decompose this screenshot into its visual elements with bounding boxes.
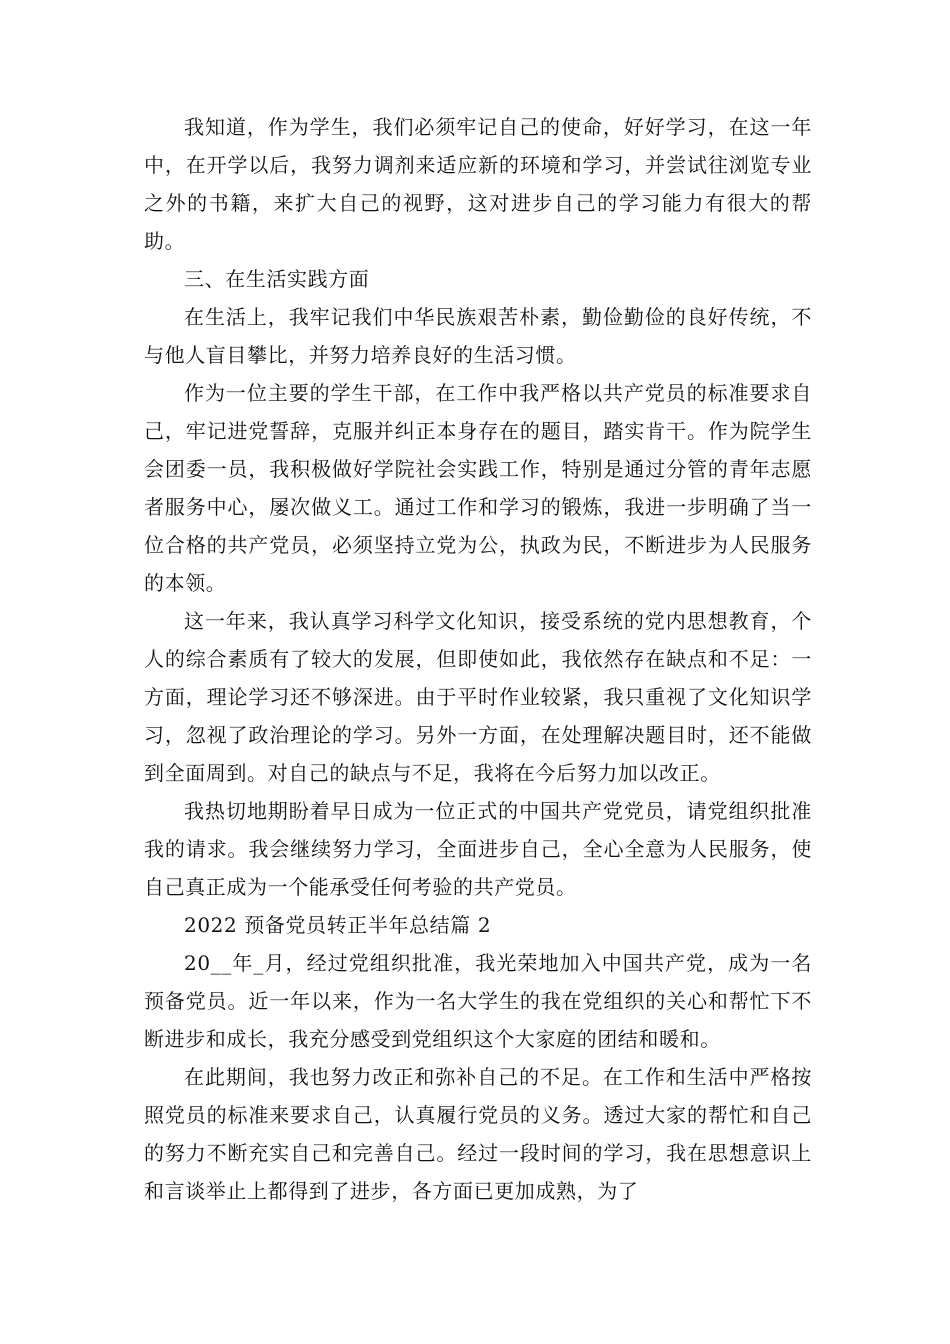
paragraph-joined-party: 20__年_月，经过党组织批准，我光荣地加入中国共产党，成为一名预备党员。近一年以来，作为一名大学生的我在党组织的关心和帮忙下不断进步和成长，我充分感受到党组织这个大家庭的团结和暖和。 <box>144 951 812 1051</box>
paragraph-life: 在生活上，我牢记我们中华民族艰苦朴素，勤俭勤俭的良好传统，不与他人盲目攀比，并努力培养良好的生活习惯。 <box>144 305 812 367</box>
paragraph-study: 我知道，作为学生，我们必须牢记自己的使命，好好学习，在这一年中，在开学以后，我努力调剂来适应新的环境和学习，并尝试往浏览专业之外的书籍，来扩大自己的视野，这对进步自己的学习能力有很大的帮助。 <box>144 115 812 253</box>
article-title-part-2: 2022 预备党员转正半年总结篇 2 <box>184 913 492 937</box>
paragraph-request: 我热切地期盼着早日成为一位正式的中国共产党党员，请党组织批准我的请求。我会继续努力学习，全面进步自己，全心全意为人民服务，使自己真正成为一个能承受任何考验的共产党员。 <box>144 799 812 899</box>
document-body <box>144 108 812 1210</box>
paragraph-student-cadre: 作为一位主要的学生干部，在工作中我严格以共产党员的标准要求自己，牢记进党誓辞，克服并纠正本身存在的题目，踏实肯干。作为院学生会团委一员，我积极做好学院社会实践工作，特别是通过分管的青年志愿者服务中心，屡次做义工。通过工作和学习的锻炼，我进一步明确了当一位合格的共产党员，必须坚持立党为公，执政为民，不断进步为人民服务的本领。 <box>144 381 812 595</box>
paragraph-shortcomings: 这一年来，我认真学习科学文化知识，接受系统的党内思想教育，个人的综合素质有了较大的发展，但即使如此，我依然存在缺点和不足：一方面，理论学习还不够深进。由于平时作业较紧，我只重视了文化知识学习，忽视了政治理论的学习。另外一方面，在处理解决题目时，还不能做到全面周到。对自己的缺点与不足，我将在今后努力加以改正。 <box>144 609 812 785</box>
paragraph-improvement: 在此期间，我也努力改正和弥补自己的不足。在工作和生活中严格按照党员的标准来要求自己，认真履行党员的义务。透过大家的帮忙和自己的努力不断充实自己和完善自己。经过一段时间的学习，我在思想意识上和言谈举止上都得到了进步，各方面已更加成熟，为了 <box>144 1065 812 1203</box>
section-heading-life-practice: 三、在生活实践方面 <box>184 267 370 291</box>
